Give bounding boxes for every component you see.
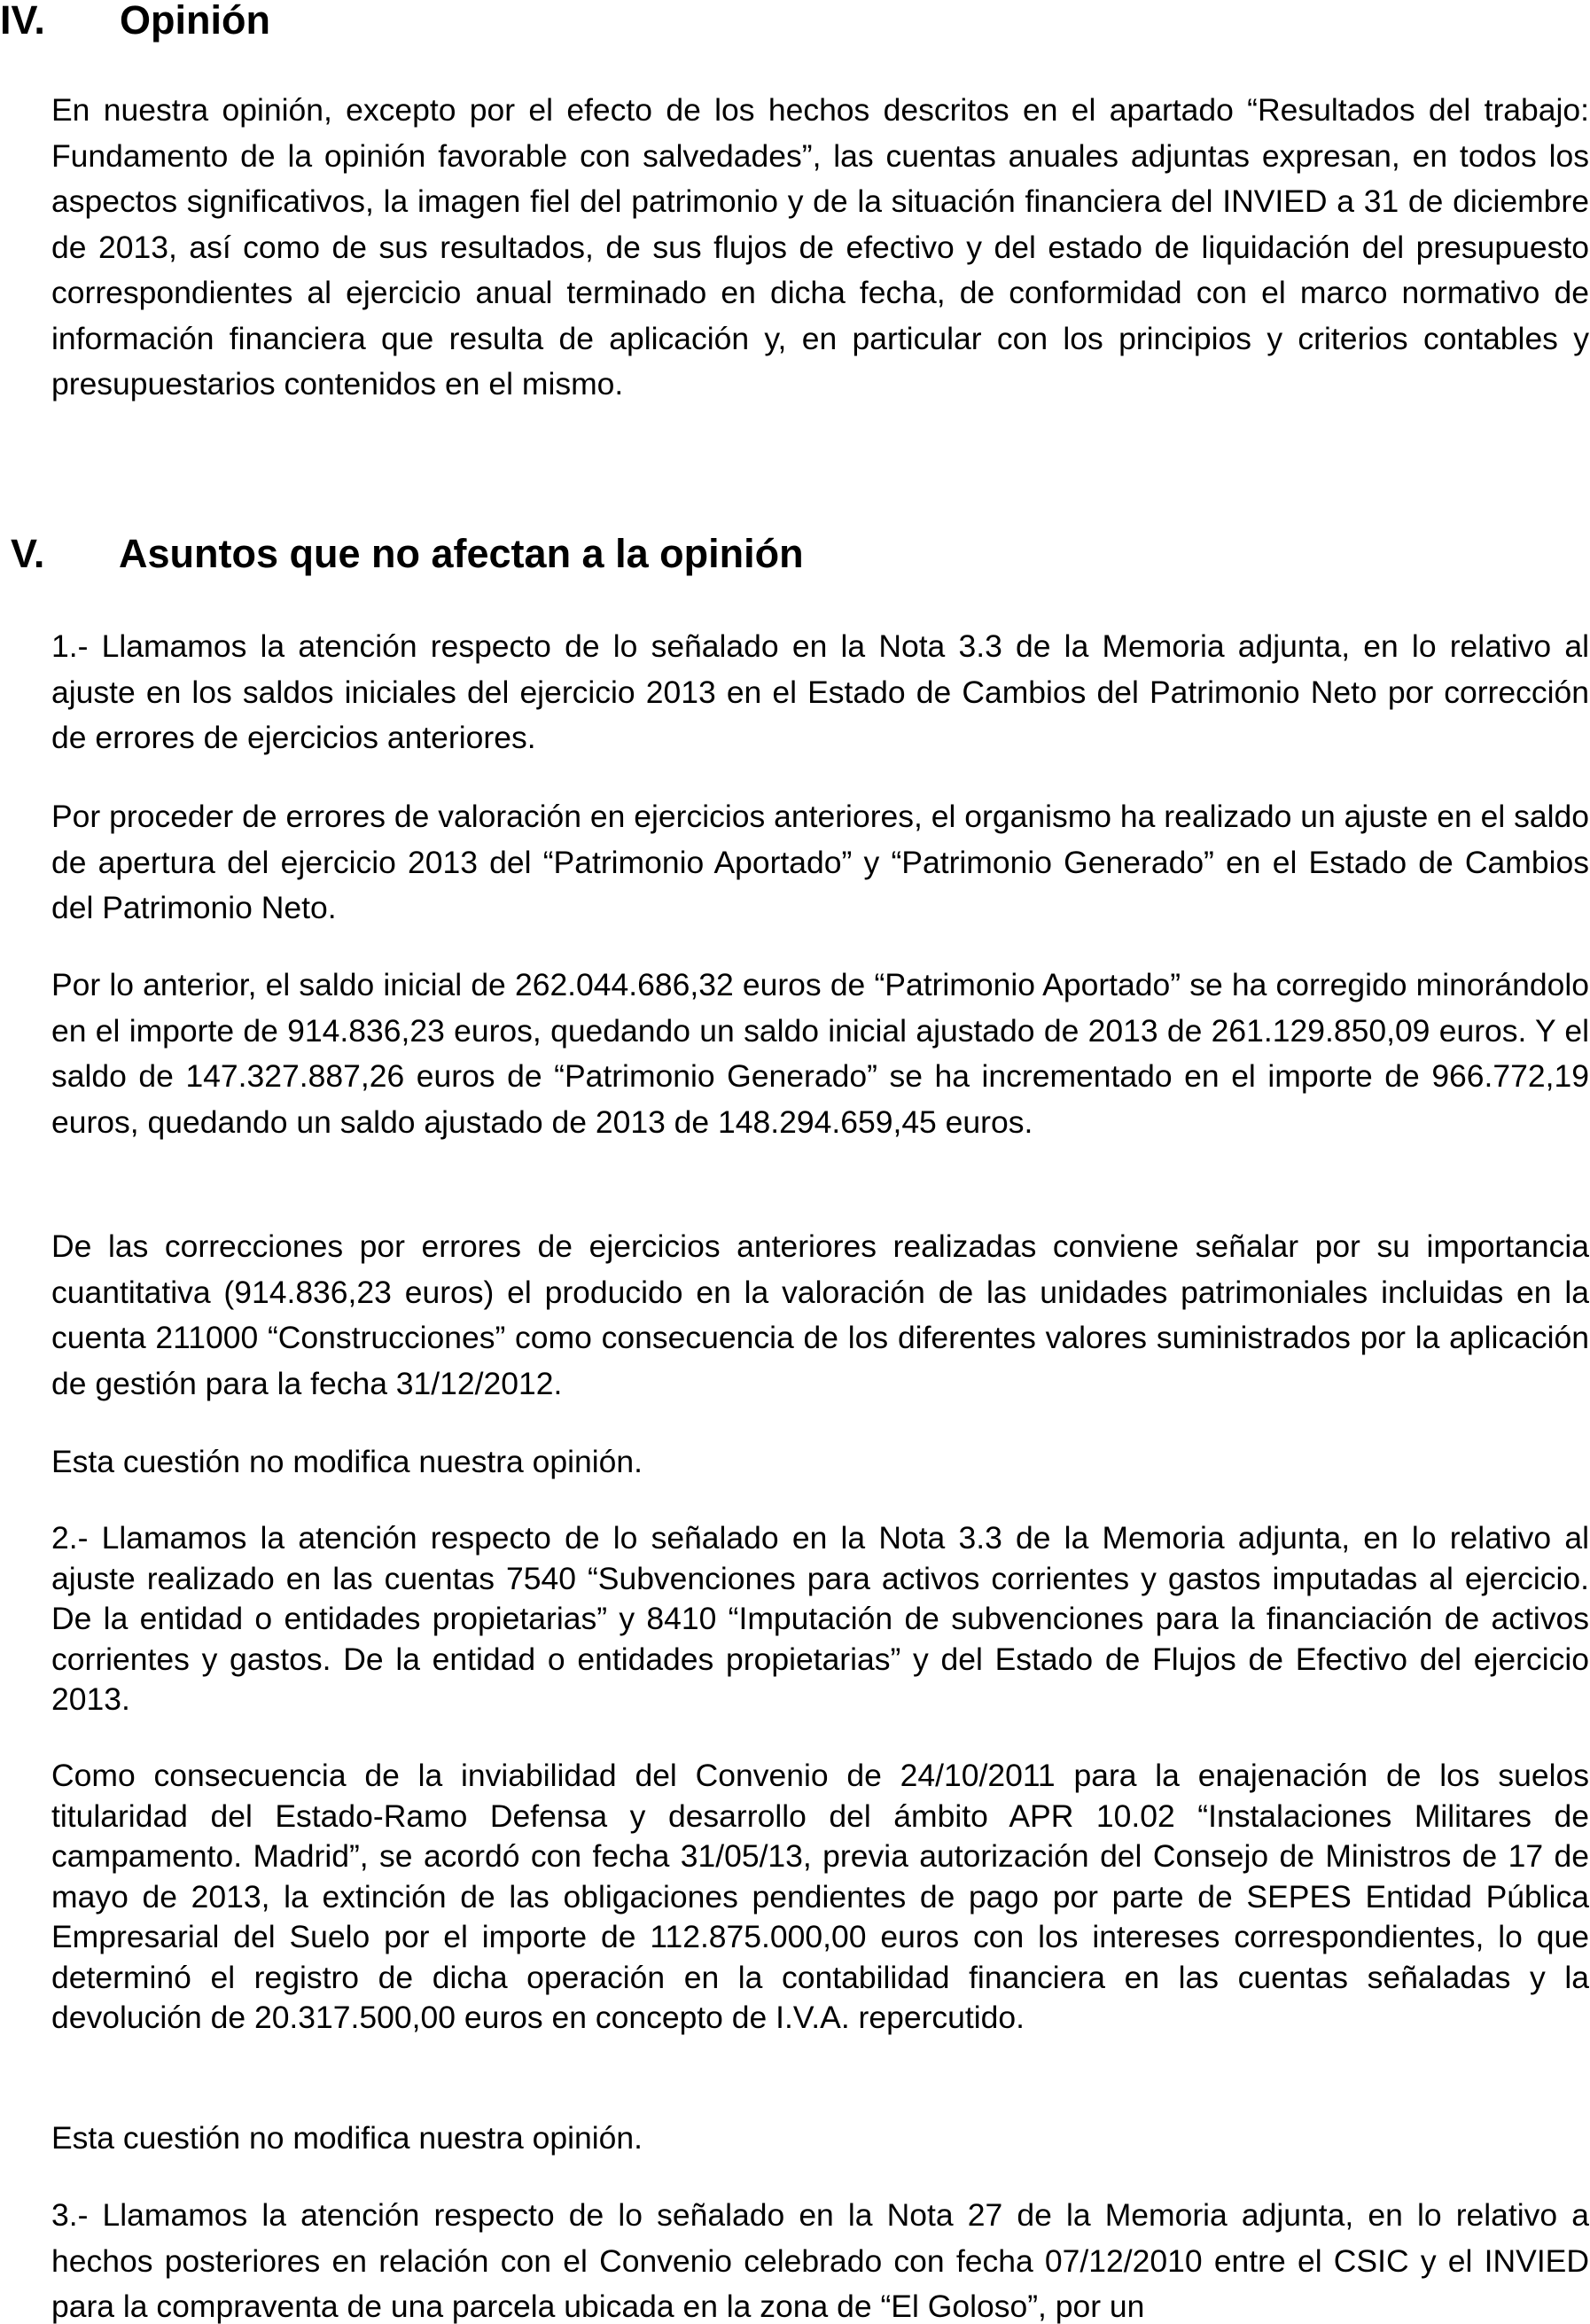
paragraph: Por lo anterior, el saldo inicial de 262.044.686,32 euros de “Patrimonio Aportado” se ha corregido minorándolo en el importe de 914.836,23 euros, quedando un saldo inicial ajustado de 2013 de 261.129.850,09 euros. Y el saldo de 147.327.887,26 euros de “Patrimonio Generado” se ha incrementado en el importe de 966.772,19 euros, quedando un saldo ajustado de 2013 de 148.294.659,45 euros. bbox=[51, 967, 1589, 1140]
paragraph: Esta cuestión no modifica nuestra opinión. bbox=[51, 1444, 643, 1479]
section-title: Asuntos que no afectan a la opinión bbox=[119, 531, 804, 576]
section-number: V. bbox=[11, 531, 45, 576]
paragraph: Por proceder de errores de valoración en ejercicios anteriores, el organismo ha realizado un ajuste en el saldo de apertura del ejercicio 2013 del “Patrimonio Aportado” y “Patrimonio Generado” en el Estado de Cambios del Patrimonio Neto. bbox=[51, 799, 1589, 925]
paragraph: De las correcciones por errores de ejercicios anteriores realizadas conviene señalar por su importancia cuantitativa (914.836,23 euros) el producido en la valoración de las unidades patrimoniales incluidas en la cuenta 211000 “Construcciones” como consecuencia de los diferentes valores suministrados por la aplicación de gestión para la fecha 31/12/2012. bbox=[51, 1228, 1589, 1401]
paragraph: 3.- Llamamos la atención respecto de lo señalado en la Nota 27 de la Memoria adjunta, en lo relativo a hechos posteriores en relación con el Convenio celebrado con fecha 07/12/2010 entre el CSIC y el INVIED para la compraventa de una parcela ubicada en la zona de “El Goloso”, por un bbox=[51, 2197, 1589, 2324]
opinion-paragraph: En nuestra opinión, excepto por el efecto de los hechos descritos en el apartado “Resultados del trabajo: Fundamento de la opinión favorable con salvedades”, las cuentas anuales adjuntas expresan, en todos los aspectos significativos, la imagen fiel del patrimonio y de la situación financiera del INVIED a 31 de diciembre de 2013, así como de sus resultados, de sus flujos de efectivo y del estado de liquidación del presupuesto correspondientes al ejercicio anual terminado en dicha fecha, de conformidad con el marco normativo de información financiera que resulta de aplicación y, en particular con los principios y criterios contables y presupuestarios contenidos en el mismo. bbox=[51, 92, 1589, 402]
section-title: Opinión bbox=[120, 0, 270, 43]
section-number: IV. bbox=[0, 0, 45, 43]
paragraph: 1.- Llamamos la atención respecto de lo señalado en la Nota 3.3 de la Memoria adjunta, en lo relativo al ajuste en los saldos iniciales del ejercicio 2013 en el Estado de Cambios del Patrimonio Neto por corrección de errores de ejercicios anteriores. bbox=[51, 628, 1589, 755]
paragraph: Esta cuestión no modifica nuestra opinión. bbox=[51, 2120, 643, 2156]
paragraph: 2.- Llamamos la atención respecto de lo señalado en la Nota 3.3 de la Memoria adjunta, en lo relativo al ajuste realizado en las cuentas 7540 “Subvenciones para activos corrientes y gastos imputadas al ejercicio. De la entidad o entidades propietarias” y 8410 “Imputación de subvenciones para la financiación de activos corrientes y gastos. De la entidad o entidades propietarias” y del Estado de Flujos de Efectivo del ejercicio 2013. bbox=[51, 1520, 1589, 1717]
paragraph: Como consecuencia de la inviabilidad del Convenio de 24/10/2011 para la enajenación de los suelos titularidad del Estado-Ramo Defensa y desarrollo del ámbito APR 10.02 “Instalaciones Militares de campamento. Madrid”, se acordó con fecha 31/05/13, previa autorización del Consejo de Ministros de 17 de mayo de 2013, la extinción de las obligaciones pendientes de pago por parte de SEPES Entidad Pública Empresarial del Suelo por el importe de 112.875.000,00 euros con los intereses correspondientes, lo que determinó el registro de dicha operación en la contabilidad financiera en las cuentas señaladas y la devolución de 20.317.500,00 euros en concepto de I.V.A. repercutido. bbox=[51, 1758, 1589, 2035]
